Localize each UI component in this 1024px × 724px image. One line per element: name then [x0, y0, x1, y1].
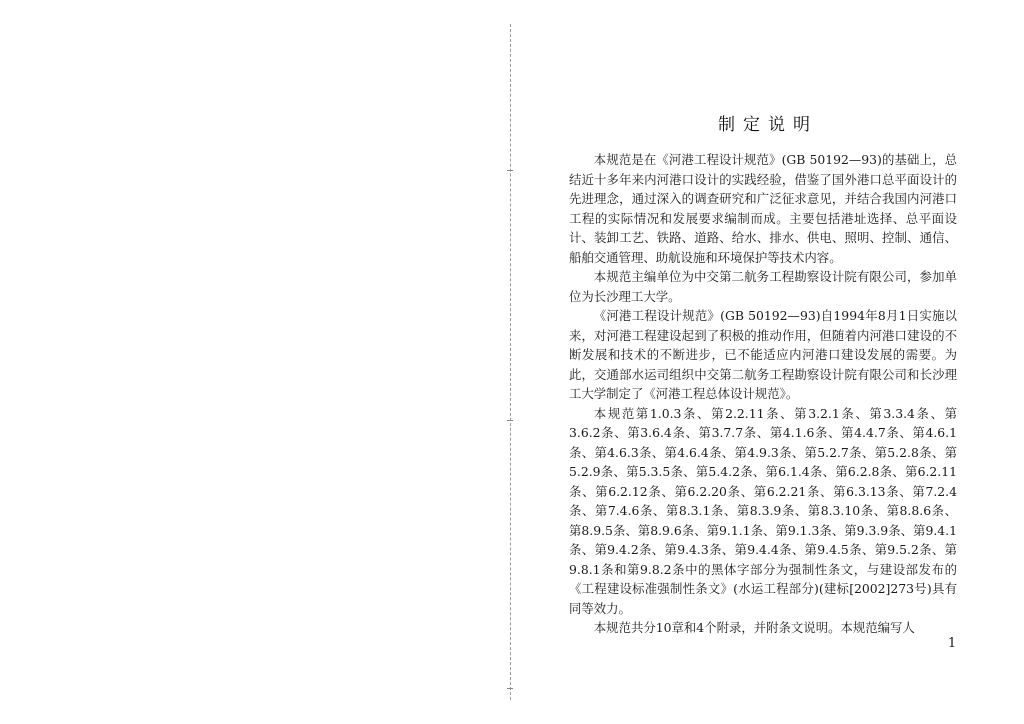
paragraph-1: 本规范是在《河港工程设计规范》(GB 50192—93)的基础上，总结近十多年来内河港口设计的实践经验，借鉴了国外港口总平面设计的先进理念，通过深入的调查研究和广泛征求意见，并结合我国内河港口工程的实际情况和发展要求编制而成。主要包括港址选择、总平面设计、装卸工艺、铁路、道路、给水、排水、供电、照明、控制、通信、船舶交通管理、助航设施和环境保护等技术内容。 — [569, 152, 957, 265]
paragraph-5: 本规范共分10章和4个附录，并附条文说明。本规范编写人 — [593, 620, 915, 635]
body-text — [569, 150, 957, 638]
paragraph-2: 本规范主编单位为中交第二航务工程勘察设计院有限公司，参加单位为长沙理工大学。 — [569, 269, 957, 304]
paragraph-4: 本规范第1.0.3条、第2.2.11条、第3.2.1条、第3.3.4条、第3.6.2条、第3.6.4条、第3.7.7条、第4.1.6条、第4.4.7条、第4.6.1条、第4.6.3条、第4.6.4条、第4.9.3条、第5.2.7条、第5.2.8条、第5.2.9条、第5.3.5条、第5.4.2条、第6.1.4条、第6.2.8条、第6.2.11条、第6.2.12条、第6.2.20条、第6.2.21条、第6.3.13条、第7.2.4条、第7.4.6条、第8.3.1条、第8.3.9条、第8.3.10条、第8.8.6条、第8.9.5条、第8.9.6条、第9.1.1条、第9.1.3条、第9.3.9条、第9.4.1条、第9.4.2条、第9.4.3条、第9.4.4条、第9.4.5条、第9.5.2条、第9.8.1条和第9.8.2条中的黑体字部分为强制性条文，与建设部发布的《工程建设标准强制性条文》(水运工程部分)(建标[2002]273号)具有同等效力。 — [569, 405, 957, 616]
page-gutter-line — [510, 24, 511, 700]
page-title: 制定说明 — [718, 115, 818, 135]
blank-left-page — [0, 0, 510, 724]
page-number: 1 — [947, 636, 957, 651]
paragraph-3: 《河港工程设计规范》(GB 50192—93)自1994年8月1日实施以来，对河港工程建设起到了积极的推动作用，但随着内河港口建设的不断发展和技术的不断进步，已不能适应内河港口建设发展的需要。为此，交通部水运司组织中交第二航务工程勘察设计院有限公司和长沙理工大学制定了《河港工程总体设计规范》。 — [569, 308, 957, 401]
right-page — [512, 0, 1024, 724]
